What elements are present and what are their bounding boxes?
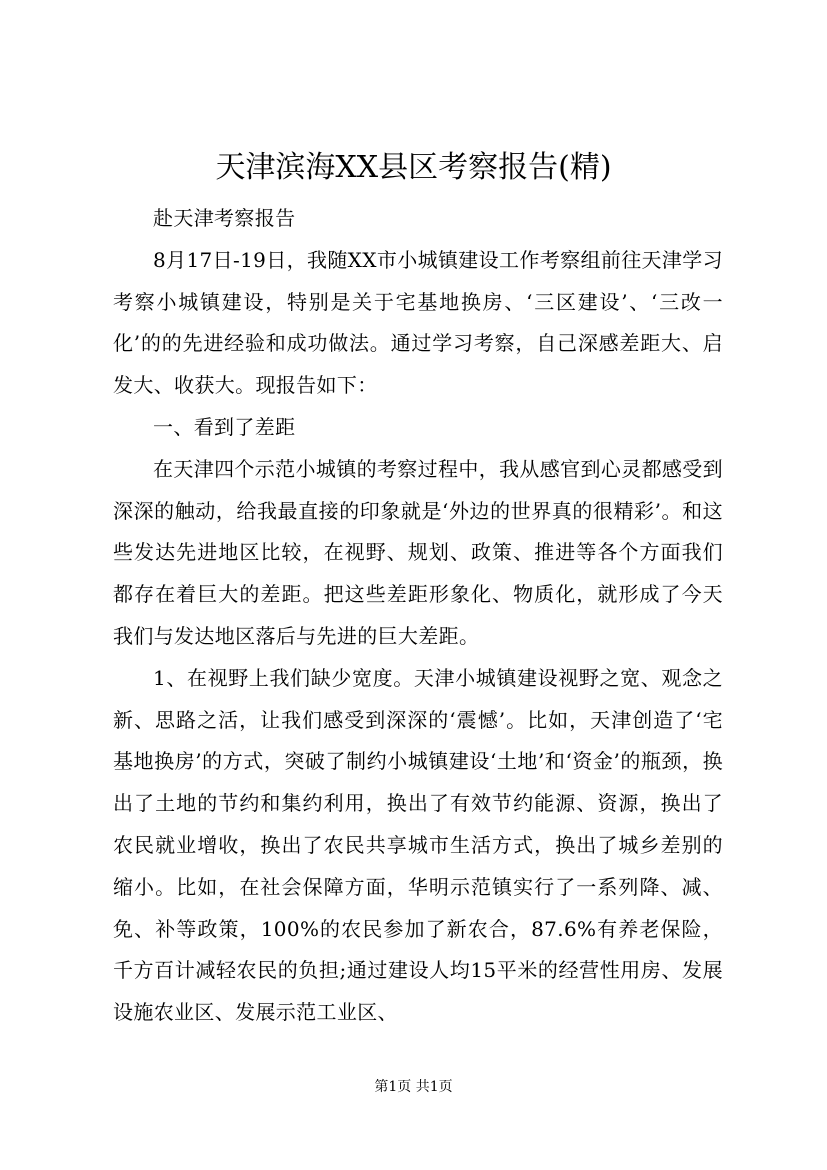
paragraph-report-heading: 赴天津考察报告	[153, 206, 296, 230]
paragraph-section-heading: 一、看到了差距	[153, 414, 296, 439]
paragraph-vision: 1、在视野上我们缺少宽度。天津小城镇建设视野之宽、观念之新、思路之活，让我们感受到深深的‘震憾’。比如，天津创造了‘宅基地换房’的方式，突破了制约小城镇建设‘土地’和‘资金’的瓶颈，换出了土地的节约和集约利用，换出了有效节约能源、资源，换出了农民就业增收，换出了农民共享城市生活方式，换出了城乡差别的缩小。比如，在社会保障方面，华明示范镇实行了一系列降、减、免、补等政策，100%的农民参加了新农合，87.6%有养老保险，千方百计减轻农民的负担;通过建设人均15平米的经营性用房、发展设施农业区、发展示范工业区、	[113, 665, 723, 1025]
paragraph-gap-overview: 在天津四个示范小城镇的考察过程中，我从感官到心灵都感受到深深的触动，给我最直接的印象就是‘外边的世界真的很精彩’。和这些发达先进地区比较，在视野、规划、政策、推进等各个方面我们都存在着巨大的差距。把这些差距形象化、物质化，就形成了今天我们与发达地区落后与先进的巨大差距。	[113, 456, 723, 648]
page-number-footer: 第1页 共1页	[374, 1079, 453, 1095]
document-title: 天津滨海XX县区考察报告(精)	[215, 150, 612, 185]
paragraph-intro: 8月17日-19日，我随XX市小城镇建设工作考察组前往天津学习考察小城镇建设，特别是关于宅基地换房、‘三区建设’、‘三改一化’的的先进经验和成功做法。通过学习考察，自己深感差距大、启发大、收获大。现报告如下：	[113, 247, 723, 398]
document-body	[113, 198, 723, 1034]
